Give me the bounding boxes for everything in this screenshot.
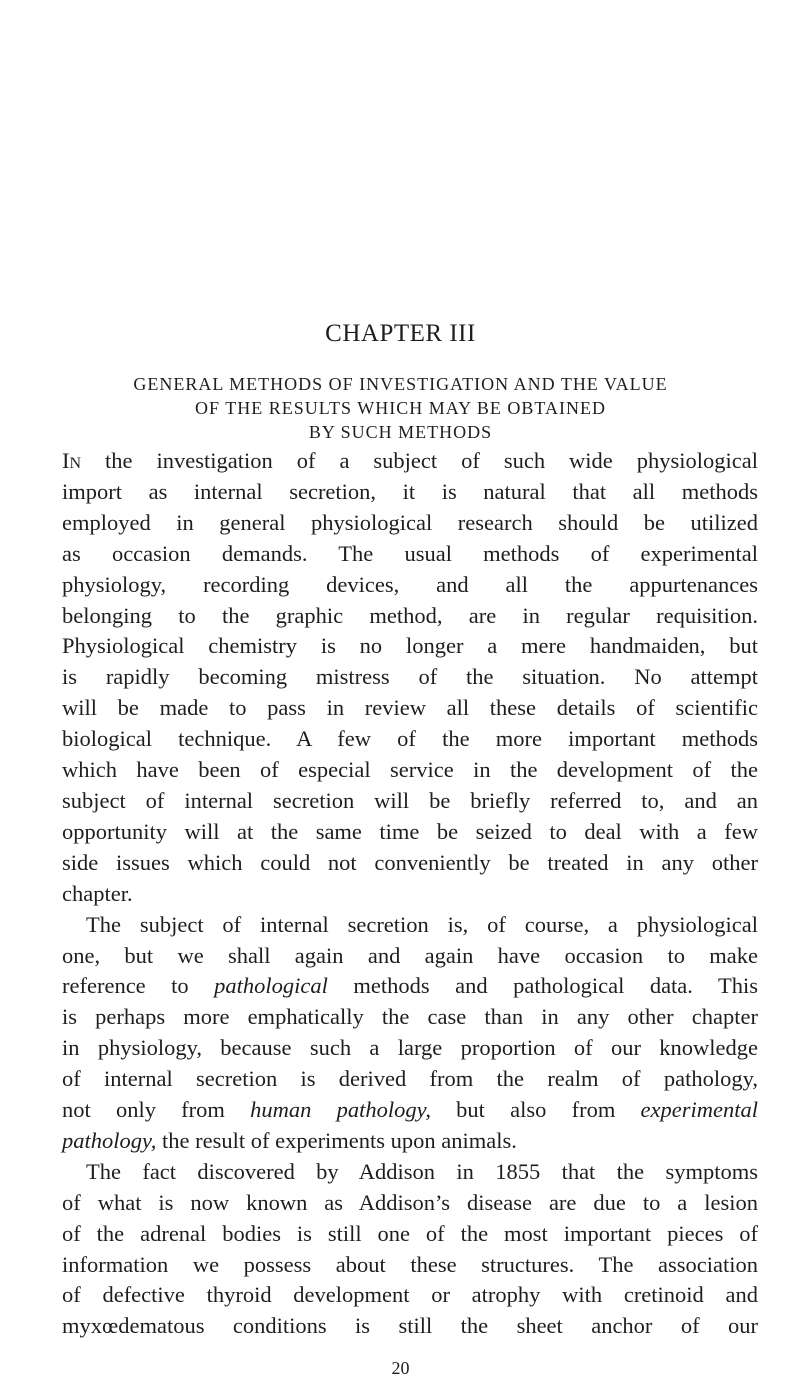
italic-term: experimental [640,1097,759,1123]
chapter-subtitle [0,372,801,444]
text-line: subject of internal secretion will be briefly referred to, and an [62,787,758,813]
chapter-title: CHAPTER III [325,320,476,347]
italic-term: pathological [214,973,328,999]
text-line: of the adrenal bodies is still one of the most important pieces of [62,1220,758,1246]
text-fragment: reference to [62,973,215,999]
dropcap-word: In [62,448,82,473]
text-line: The subject of internal secretion is, of course, a physiological [86,911,758,937]
text-line: will be made to pass in review all these details of scientific [62,695,758,721]
subtitle-line: OF THE RESULTS WHICH MAY BE OBTAINED [195,398,606,418]
text-line [62,1095,758,1126]
text-line: in physiology, because such a large proportion of our knowledge [62,1035,758,1061]
text-line: biological technique. A few of the more important methods [62,726,758,752]
text-line [62,1126,758,1157]
text-line: side issues which could not conveniently be treated in any other [62,849,758,875]
text-line: of what is now known as Addison’s disease are due to a lesion [62,1189,758,1215]
body-text [62,446,758,1342]
text-line: information we possess about these structures. The association [62,1251,758,1277]
text-fragment: the investigation of a subject of such wide physiological [105,448,759,473]
text-line: which have been of especial service in the development of the [62,757,758,783]
text-line: is rapidly becoming mistress of the situation. No attempt [62,664,758,690]
text-line: is perhaps more emphatically the case than in any other chapter [62,1004,758,1030]
text-fragment: methods and pathological data. This [327,973,759,999]
subtitle-line: BY SUCH METHODS [308,422,493,442]
text-line: physiology, recording devices, and all the appurtenances [62,571,758,597]
text-fragment: not only from [62,1097,251,1123]
italic-term: pathology, [62,1127,157,1153]
text-line: belonging to the graphic method, are in regular requisition. [62,602,758,628]
text-line: employed in general physiological research should be utilized [62,509,758,535]
page-number: 20 [391,1358,410,1378]
text-line: myxœdematous conditions is still the sheet anchor of our [62,1313,758,1339]
text-line: as occasion demands. The usual methods of experimental [62,540,758,566]
text-line: The fact discovered by Addison in 1855 that the symptoms [86,1158,758,1184]
text-line: chapter. [62,880,133,906]
text-line [62,446,758,477]
text-line: of defective thyroid development or atrophy with cretinoid and [62,1282,758,1308]
text-fragment: but also from [430,1097,641,1123]
text-line: Physiological chemistry is no longer a mere handmaiden, but [62,633,758,659]
text-line [62,971,758,1002]
text-line: one, but we shall again and again have occasion to make [62,942,758,968]
text-fragment: the result of experiments upon animals. [156,1127,517,1153]
text-line: import as internal secretion, it is natural that all methods [62,478,758,504]
italic-term: human pathology, [250,1097,431,1123]
text-line: opportunity will at the same time be seized to deal with a few [62,818,758,844]
subtitle-line: GENERAL METHODS OF INVESTIGATION AND THE VALUE [133,374,668,394]
text-line: of internal secretion is derived from the realm of pathology, [62,1066,758,1092]
